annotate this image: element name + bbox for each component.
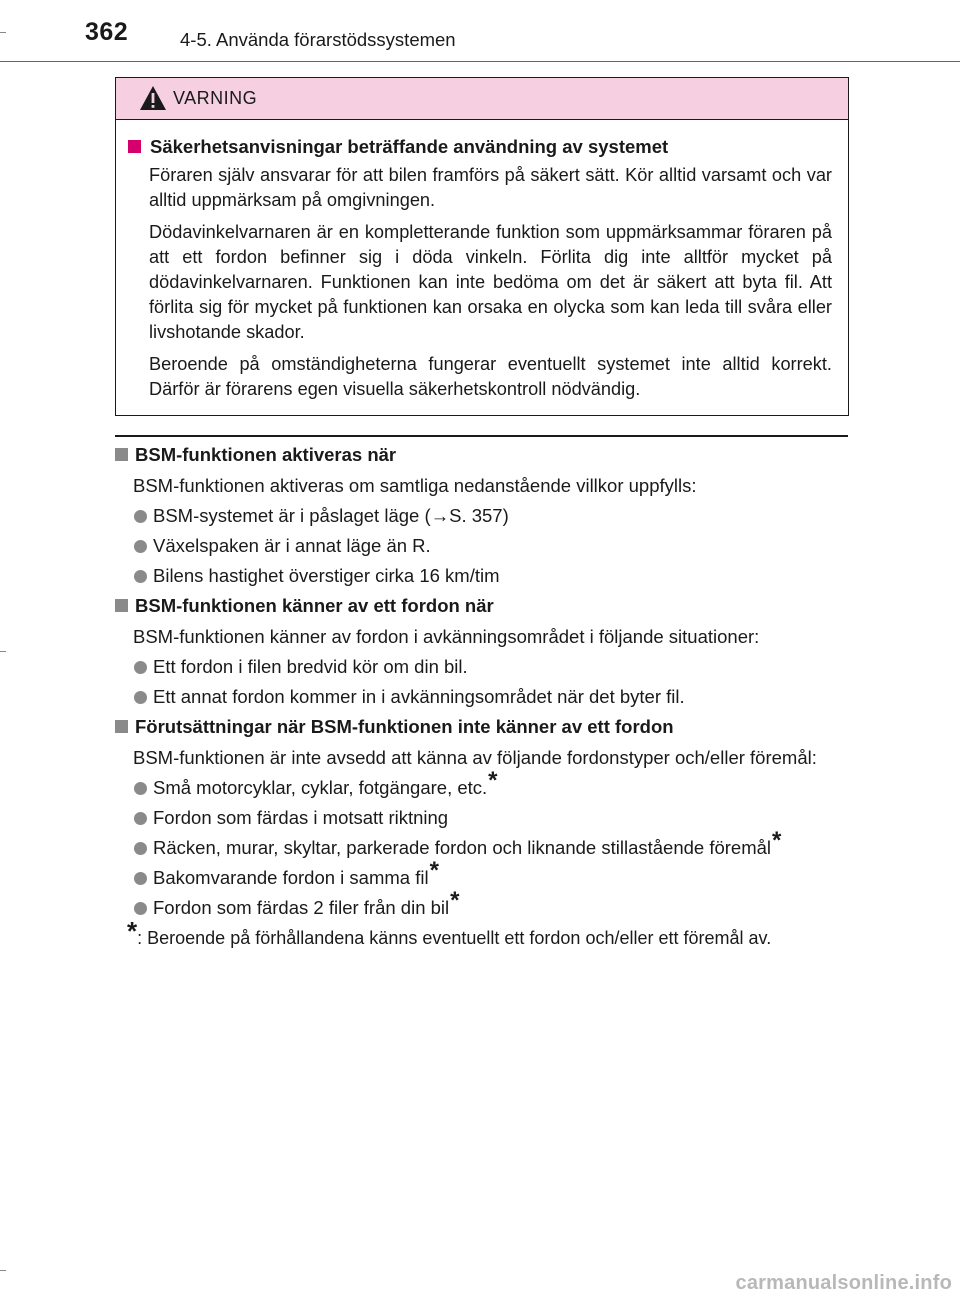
section-divider xyxy=(115,435,848,437)
list-item: Växelspaken är i annat läge än R. xyxy=(115,534,843,558)
bullet-dot-icon xyxy=(134,540,147,553)
warning-body xyxy=(116,120,848,402)
square-bullet-icon xyxy=(115,720,128,733)
asterisk-marker: * xyxy=(450,887,460,914)
section-text: BSM-funktionen aktiveras om samtliga nedanstående villkor uppfylls: xyxy=(133,475,697,496)
bullet-dot-icon xyxy=(134,570,147,583)
bullet-dot-icon xyxy=(134,872,147,885)
bullet-dot-icon xyxy=(134,510,147,523)
section-heading xyxy=(115,715,843,739)
section-heading xyxy=(115,443,843,467)
watermark: carmanualsonline.info xyxy=(735,1272,952,1294)
warning-paragraph: Föraren själv ansvarar för att bilen framförs på säkert sätt. Kör alltid varsamt och var alltid uppmärksam på omgivningen. xyxy=(149,165,832,210)
warning-paragraph: Dödavinkelvarnaren är en kompletterande funktion som uppmärksammar föraren på att ett fordon befinner sig i döda vinkeln. Förlita dig inte alltför mycket på dödavinkelvarnaren. Funktionen kan inte bedöma om det är säkert att byta fil. Att förlita sig för mycket på funktionen kan orsaka en olycka som kan leda till svåra eller livshotande skador. xyxy=(149,222,832,342)
warning-heading-text: Säkerhetsanvisningar beträffande användning av systemet xyxy=(150,136,669,157)
section-text: BSM-funktionen känner av fordon i avkänningsområdet i följande situationer: xyxy=(133,626,760,647)
asterisk-marker: * xyxy=(488,767,498,794)
list-item: Räcken, murar, skyltar, parkerade fordon och liknande stillastående föremål* xyxy=(115,836,843,860)
bullet-dot-icon xyxy=(134,902,147,915)
warning-header xyxy=(116,78,848,120)
list-item: Ett annat fordon kommer in i avkänningsområdet när det byter fil. xyxy=(115,685,843,709)
main-content xyxy=(115,443,843,950)
footnote xyxy=(115,916,843,950)
section-heading xyxy=(115,594,843,618)
section-text: BSM-funktionen är inte avsedd att känna av följande fordonstyper och/eller föremål: xyxy=(133,747,817,768)
list-item: Fordon som färdas 2 filer från din bil* xyxy=(115,896,843,920)
bullet-dot-icon xyxy=(134,661,147,674)
warning-label: VARNING xyxy=(173,88,258,108)
page-header xyxy=(0,0,960,62)
crop-mark xyxy=(0,1270,6,1271)
section-heading-text: BSM-funktionen aktiveras när xyxy=(135,444,397,465)
asterisk-marker: * xyxy=(772,827,782,854)
list-item: BSM-systemet är i påslaget läge (→S. 357) xyxy=(115,504,843,528)
section-heading-text: BSM-funktionen känner av ett fordon när xyxy=(135,595,494,616)
asterisk-marker: * xyxy=(429,857,439,884)
bullet-dot-icon xyxy=(134,782,147,795)
footnote-marker: * xyxy=(127,916,138,946)
section-heading-text: Förutsättningar när BSM-funktionen inte känner av ett fordon xyxy=(135,716,674,737)
crop-mark xyxy=(0,32,6,33)
list-item: Fordon som färdas i motsatt riktning xyxy=(115,806,843,830)
footnote-text: : Beroende på förhållandena känns eventuellt ett fordon och/eller ett föremål av. xyxy=(137,928,772,948)
square-bullet-icon xyxy=(128,140,141,153)
warning-triangle-icon xyxy=(139,85,167,111)
bullet-dot-icon xyxy=(134,842,147,855)
header-rule xyxy=(0,61,960,62)
crop-mark xyxy=(0,651,6,652)
square-bullet-icon xyxy=(115,448,128,461)
warning-heading xyxy=(128,135,832,159)
page-number: 362 xyxy=(85,18,129,46)
bullet-dot-icon xyxy=(134,691,147,704)
list-item: Ett fordon i filen bredvid kör om din bil. xyxy=(115,655,843,679)
warning-paragraph: Beroende på omständigheterna fungerar eventuellt systemet inte alltid korrekt. Därför är förarens egen visuella säkerhetskontroll nödvändig. xyxy=(149,354,832,399)
square-bullet-icon xyxy=(115,599,128,612)
section-title: 4-5. Använda förarstödssystemen xyxy=(180,29,456,50)
bullet-dot-icon xyxy=(134,812,147,825)
list-item: Små motorcyklar, cyklar, fotgängare, etc.* xyxy=(115,776,843,800)
warning-box xyxy=(115,77,849,416)
list-item: Bilens hastighet överstiger cirka 16 km/tim xyxy=(115,564,843,588)
list-item: Bakomvarande fordon i samma fil* xyxy=(115,866,843,890)
